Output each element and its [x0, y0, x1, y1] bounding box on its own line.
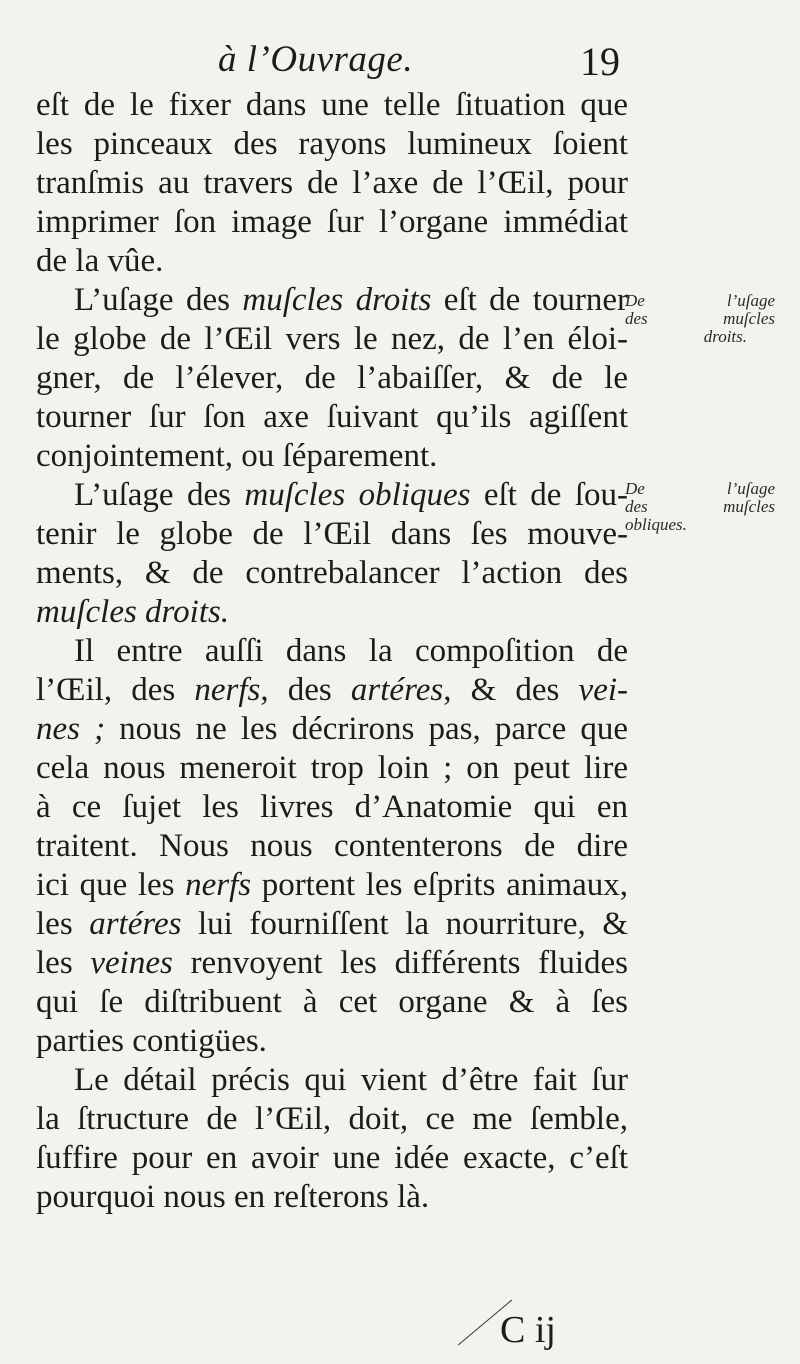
text-line	[36, 1022, 628, 1061]
text-segment: le globe de l’Œil vers le nez, de l’en éloi-	[36, 321, 628, 357]
body-text	[36, 86, 628, 1217]
text-segment: conjointement, ou ſéparement.	[36, 438, 438, 474]
text-segment: tenir le globe de l’Œil dans ſes mouve-	[36, 516, 628, 552]
text-segment: gner, de l’élever, de l’abaiſſer, & de le	[36, 360, 628, 396]
text-line	[36, 86, 628, 125]
text-segment: les pinceaux des rayons lumineux ſoient	[36, 126, 628, 162]
text-segment: tourner ſur ſon axe ſuivant qu’ils agiſſent	[36, 399, 628, 435]
margin-note-word: l’uſage	[726, 291, 775, 310]
text-line	[36, 866, 628, 905]
text-line	[36, 983, 628, 1022]
margin-note-word: droits.	[703, 327, 747, 346]
margin-note-word: obliques.	[625, 515, 687, 534]
running-title: à l’Ouvrage.	[218, 39, 414, 80]
text-segment: ici que les	[36, 867, 186, 903]
italic-term: muſcles obliques	[244, 477, 471, 513]
text-segment: cela nous meneroit trop loin ; on peut lire	[36, 750, 628, 786]
text-line	[36, 359, 628, 398]
page-header	[200, 38, 620, 88]
text-line	[36, 1061, 628, 1100]
text-line	[36, 749, 628, 788]
text-line	[36, 203, 628, 242]
signature-text: C ij	[500, 1309, 556, 1351]
text-segment: L’uſage des	[74, 282, 243, 318]
text-line	[36, 671, 628, 710]
italic-term: nes ;	[36, 711, 106, 747]
text-segment: pourquoi nous en reſterons là.	[36, 1179, 430, 1215]
text-segment: Il entre auſſi dans la compoſition de	[74, 633, 628, 669]
text-segment: les	[36, 906, 90, 942]
text-line	[36, 788, 628, 827]
text-line	[36, 1178, 628, 1217]
text-segment: la ſtructure de l’Œil, doit, ce me ſemble,	[36, 1101, 628, 1137]
text-line	[36, 242, 628, 281]
text-line	[36, 164, 628, 203]
page-number: 19	[580, 39, 620, 84]
text-line	[36, 398, 628, 437]
text-segment: eſt de le fixer dans une telle ſituation que	[36, 87, 628, 123]
text-line	[36, 632, 628, 671]
italic-term: nerfs	[185, 867, 252, 903]
italic-term: veines	[90, 945, 173, 981]
text-line	[36, 593, 628, 632]
margin-note-word: muſcles	[723, 309, 775, 328]
italic-term: muſcles droits.	[36, 594, 230, 630]
text-line	[36, 515, 628, 554]
text-segment: , & des	[443, 672, 579, 708]
text-segment: imprimer ſon image ſur l’organe immédiat	[36, 204, 628, 240]
text-segment: de la vûe.	[36, 243, 164, 279]
italic-term: nerfs	[194, 672, 261, 708]
text-segment: les	[36, 945, 91, 981]
margin-note-muscles-obliques	[625, 480, 775, 534]
italic-term: muſcles droits	[242, 282, 432, 318]
text-segment: Le détail précis qui vient d’être fait ſur	[74, 1062, 628, 1098]
margin-note-word: des	[625, 497, 648, 516]
text-line	[36, 710, 628, 749]
italic-term: artéres	[350, 672, 444, 708]
text-segment: parties contigües.	[36, 1023, 267, 1059]
text-segment: eſt de ſou-	[470, 477, 628, 513]
text-segment: eſt de tourner	[431, 282, 628, 318]
text-line	[36, 1100, 628, 1139]
text-line	[36, 827, 628, 866]
text-line	[36, 905, 628, 944]
margin-note-word: l’uſage	[726, 479, 775, 498]
margin-note-word: De	[625, 291, 645, 310]
text-segment: traitent. Nous nous contenterons de dire	[36, 828, 628, 864]
text-line	[36, 320, 628, 359]
text-line	[36, 281, 628, 320]
text-segment: lui fourniſſent la nourriture, &	[181, 906, 628, 942]
margin-note-word: muſcles	[723, 497, 775, 516]
text-line	[36, 125, 628, 164]
text-line	[36, 437, 628, 476]
text-line	[36, 944, 628, 983]
margin-note-word: des	[625, 309, 648, 328]
text-segment: portent les eſprits animaux,	[251, 867, 628, 903]
text-line	[36, 1139, 628, 1178]
italic-term: vei-	[578, 672, 628, 708]
margin-note-muscles-droits	[625, 292, 775, 346]
text-segment: , des	[260, 672, 351, 708]
text-line	[36, 476, 628, 515]
text-segment: ments, & de contrebalancer l’action des	[36, 555, 628, 591]
text-segment: à ce ſujet les livres d’Anatomie qui en	[36, 789, 628, 825]
text-line	[36, 554, 628, 593]
text-segment: qui ſe diſtribuent à cet organe & à ſes	[36, 984, 628, 1020]
text-segment: L’uſage des	[74, 477, 245, 513]
signature-mark	[500, 1308, 556, 1352]
text-segment: ſuffire pour en avoir une idée exacte, c’eſt	[36, 1140, 628, 1176]
italic-term: artéres	[89, 906, 182, 942]
margin-note-word: De	[625, 479, 645, 498]
text-segment: tranſmis au travers de l’axe de l’Œil, pour	[36, 165, 628, 201]
text-segment: l’Œil, des	[36, 672, 195, 708]
text-segment: nous ne les décrirons pas, parce que	[105, 711, 628, 747]
text-segment: renvoyent les différents fluides	[172, 945, 628, 981]
